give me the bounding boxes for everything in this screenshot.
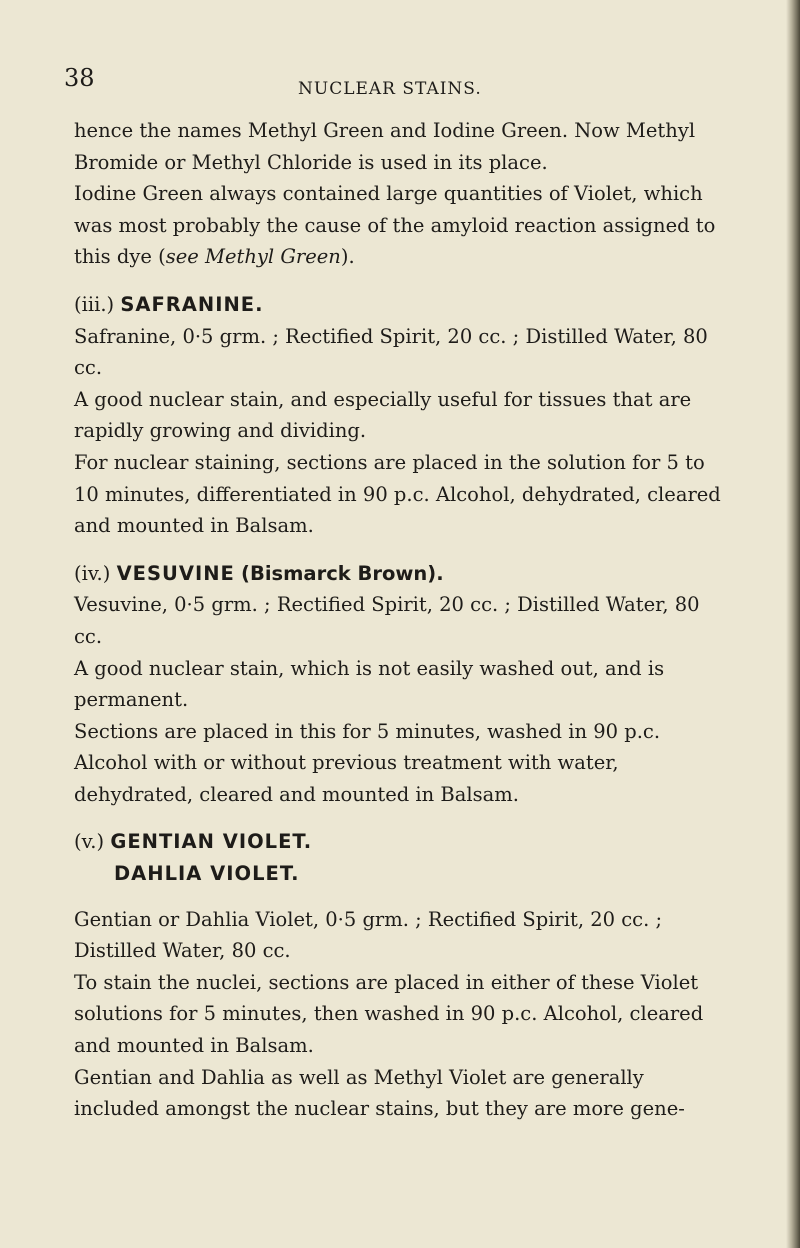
section-paragraph: A good nuclear stain, and especially useful for tissues that are rapidly growing and dividing. (74, 387, 692, 443)
intro-paragraph-1: hence the names Methyl Green and Iodine Green. Now Methyl Bromide or Methyl Chloride is used in its place. (74, 119, 696, 174)
stain-formula: Safranine, 0·5 grm. ; Rectified Spirit, 20 cc. ; Distilled Water, 80 cc. (74, 324, 708, 380)
intro-paragraph-2 (74, 178, 724, 273)
stain-alt-name: (Bismarck Brown). (241, 561, 444, 585)
section-paragraph: Gentian and Dahlia as well as Methyl Violet are generally included amongst the nuclear stains, but they are more gene- (74, 1065, 685, 1121)
stain-name: GENTIAN VIOLET. (110, 830, 313, 854)
cross-reference: see Methyl Green (165, 245, 341, 269)
stain-name: SAFRANINE. (120, 292, 264, 316)
page-number: 38 (64, 64, 95, 92)
intro-paragraph-2-end: ). (340, 245, 355, 269)
section-number: (iii.) (74, 292, 115, 316)
stain-formula: Gentian or Dahlia Violet, 0·5 grm. ; Rectified Spirit, 20 cc. ; Distilled Water, 80 cc. (74, 907, 663, 963)
intro-paragraph-2-text: Iodine Green always contained large quantities of Violet, which was most probably the cause of the amyloid reaction assigned to this dye ( (74, 182, 716, 269)
section-heading-vesuvine (74, 558, 724, 590)
stain-name: VESUVINE (116, 561, 235, 585)
stain-name-secondary: DAHLIA VIOLET. (114, 862, 300, 886)
page-binding-edge (786, 0, 800, 1248)
section-heading-dahlia-violet (74, 858, 724, 890)
section-paragraph: For nuclear staining, sections are placed in the solution for 5 to 10 minutes, differentiated in 90 p.c. Alcohol, dehydrated, cleared and mounted in Balsam. (74, 450, 721, 538)
section-number: (iv.) (74, 561, 111, 585)
section-paragraph: To stain the nuclei, sections are placed in either of these Violet solutions for 5 minutes, then washed in 90 p.c. Alcohol, cleared and mounted in Balsam. (74, 970, 704, 1058)
running-head: NUCLEAR STAINS. (298, 79, 482, 99)
page-body (74, 115, 724, 1125)
section-paragraph: Sections are placed in this for 5 minutes, washed in 90 p.c. Alcohol with or without previous treatment with water, dehydrated, cleared and mounted in Balsam. (74, 719, 661, 806)
section-heading-gentian-violet (74, 826, 724, 858)
stain-formula: Vesuvine, 0·5 grm. ; Rectified Spirit, 20 cc. ; Distilled Water, 80 cc. (74, 593, 700, 648)
section-paragraph: A good nuclear stain, which is not easily washed out, and is permanent. (74, 656, 665, 712)
section-number: (v.) (74, 830, 105, 854)
section-heading-safranine (74, 289, 724, 321)
